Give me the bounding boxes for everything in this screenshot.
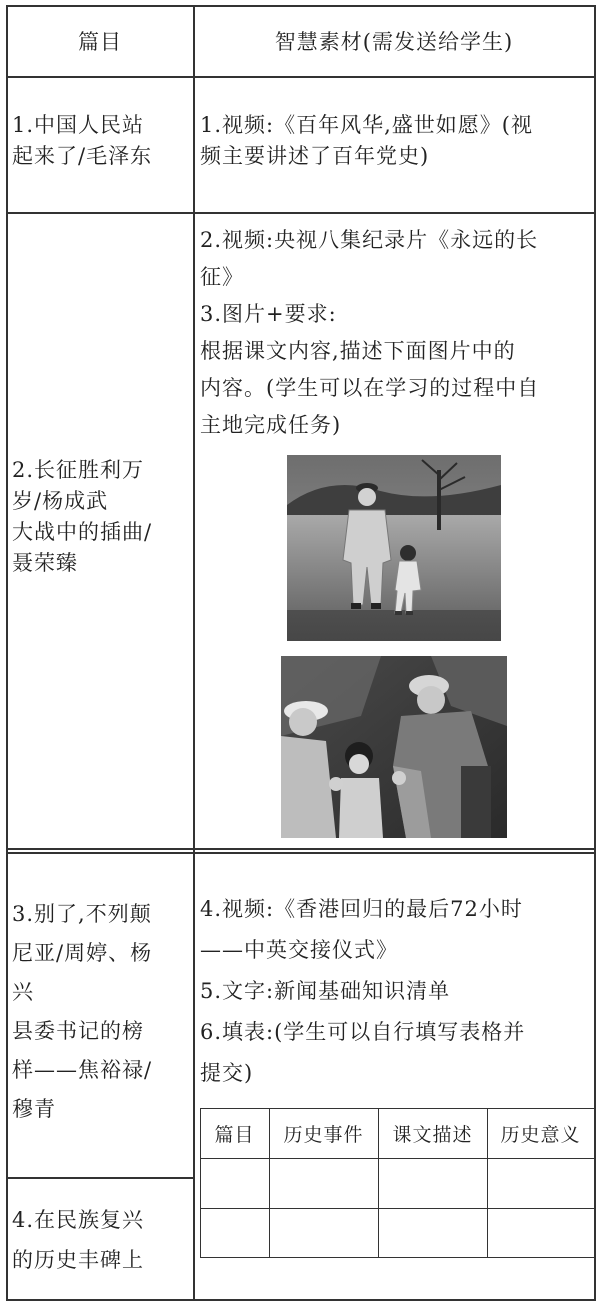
fill-table-cell[interactable]	[270, 1159, 378, 1208]
row-divider-2a	[6, 848, 596, 850]
fill-in-table	[200, 1108, 594, 1258]
fill-table-cell[interactable]	[488, 1159, 594, 1208]
column-divider	[193, 5, 195, 1301]
fill-table-cell[interactable]	[270, 1209, 378, 1257]
historical-photo-soldier-child	[287, 455, 501, 641]
row-divider-3	[6, 1177, 194, 1179]
row3-title: 3.别了,不列颠 尼亚/周婷、杨 兴 县委书记的榜 样——焦裕禄/ 穆青	[12, 902, 153, 1121]
row-divider-header	[6, 76, 596, 78]
row2-material: 2.视频:央视八集纪录片《永远的长 征》 3.图片+要求: 根据课文内容,描述下面图片中的 内容。(学生可以在学习的过程中自 主地完成任务)	[200, 228, 540, 437]
row2-title: 2.长征胜利万 岁/杨成武 大战中的插曲/ 聂荣臻	[12, 458, 153, 575]
table-border-bottom	[6, 1299, 596, 1301]
row1-title: 1.中国人民站 起来了/毛泽东	[12, 113, 153, 168]
fill-table-cell[interactable]	[379, 1209, 487, 1257]
fill-table-cell[interactable]	[201, 1159, 269, 1208]
row4-title: 4.在民族复兴 的历史丰碑上	[12, 1208, 145, 1272]
row-divider-1	[6, 212, 596, 214]
row3-material: 4.视频:《香港回归的最后72小时 ——中英交接仪式》 5.文字:新闻基础知识清单 6.填表:(学生可以自行填写表格并 提交)	[200, 897, 526, 1085]
table-border-right	[594, 5, 596, 1301]
historical-photo-general-children	[281, 656, 507, 838]
fill-table-header-significance: 历史意义	[500, 1123, 581, 1146]
row1-material: 1.视频:《百年风华,盛世如愿》(视 频主要讲述了百年党史)	[200, 113, 533, 168]
header-col-title: 篇目	[78, 30, 122, 54]
row-divider-2b	[6, 852, 596, 854]
fill-table-header-description: 课文描述	[392, 1123, 473, 1146]
header-col-material: 智慧素材(需发送给学生)	[274, 30, 514, 54]
fill-table-header-title: 篇目	[214, 1123, 255, 1146]
fill-table-cell[interactable]	[379, 1159, 487, 1208]
fill-table-cell[interactable]	[488, 1209, 594, 1257]
fill-table-bottom	[200, 1257, 594, 1258]
table-border-left	[6, 5, 8, 1301]
fill-table-cell[interactable]	[201, 1209, 269, 1257]
fill-table-header-event: 历史事件	[283, 1123, 364, 1146]
